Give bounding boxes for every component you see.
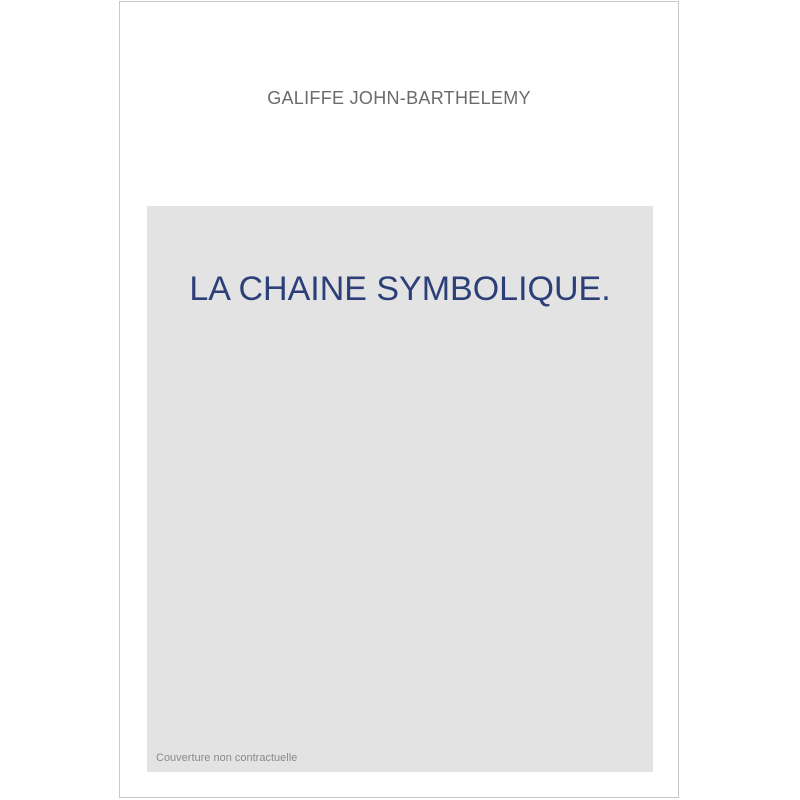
title-panel xyxy=(147,206,653,772)
book-title: LA CHAINE SYMBOLIQUE. xyxy=(189,270,611,308)
author-name: GALIFFE JOHN-BARTHELEMY xyxy=(267,88,531,108)
cover-disclaimer: Couverture non contractuelle xyxy=(156,752,298,764)
